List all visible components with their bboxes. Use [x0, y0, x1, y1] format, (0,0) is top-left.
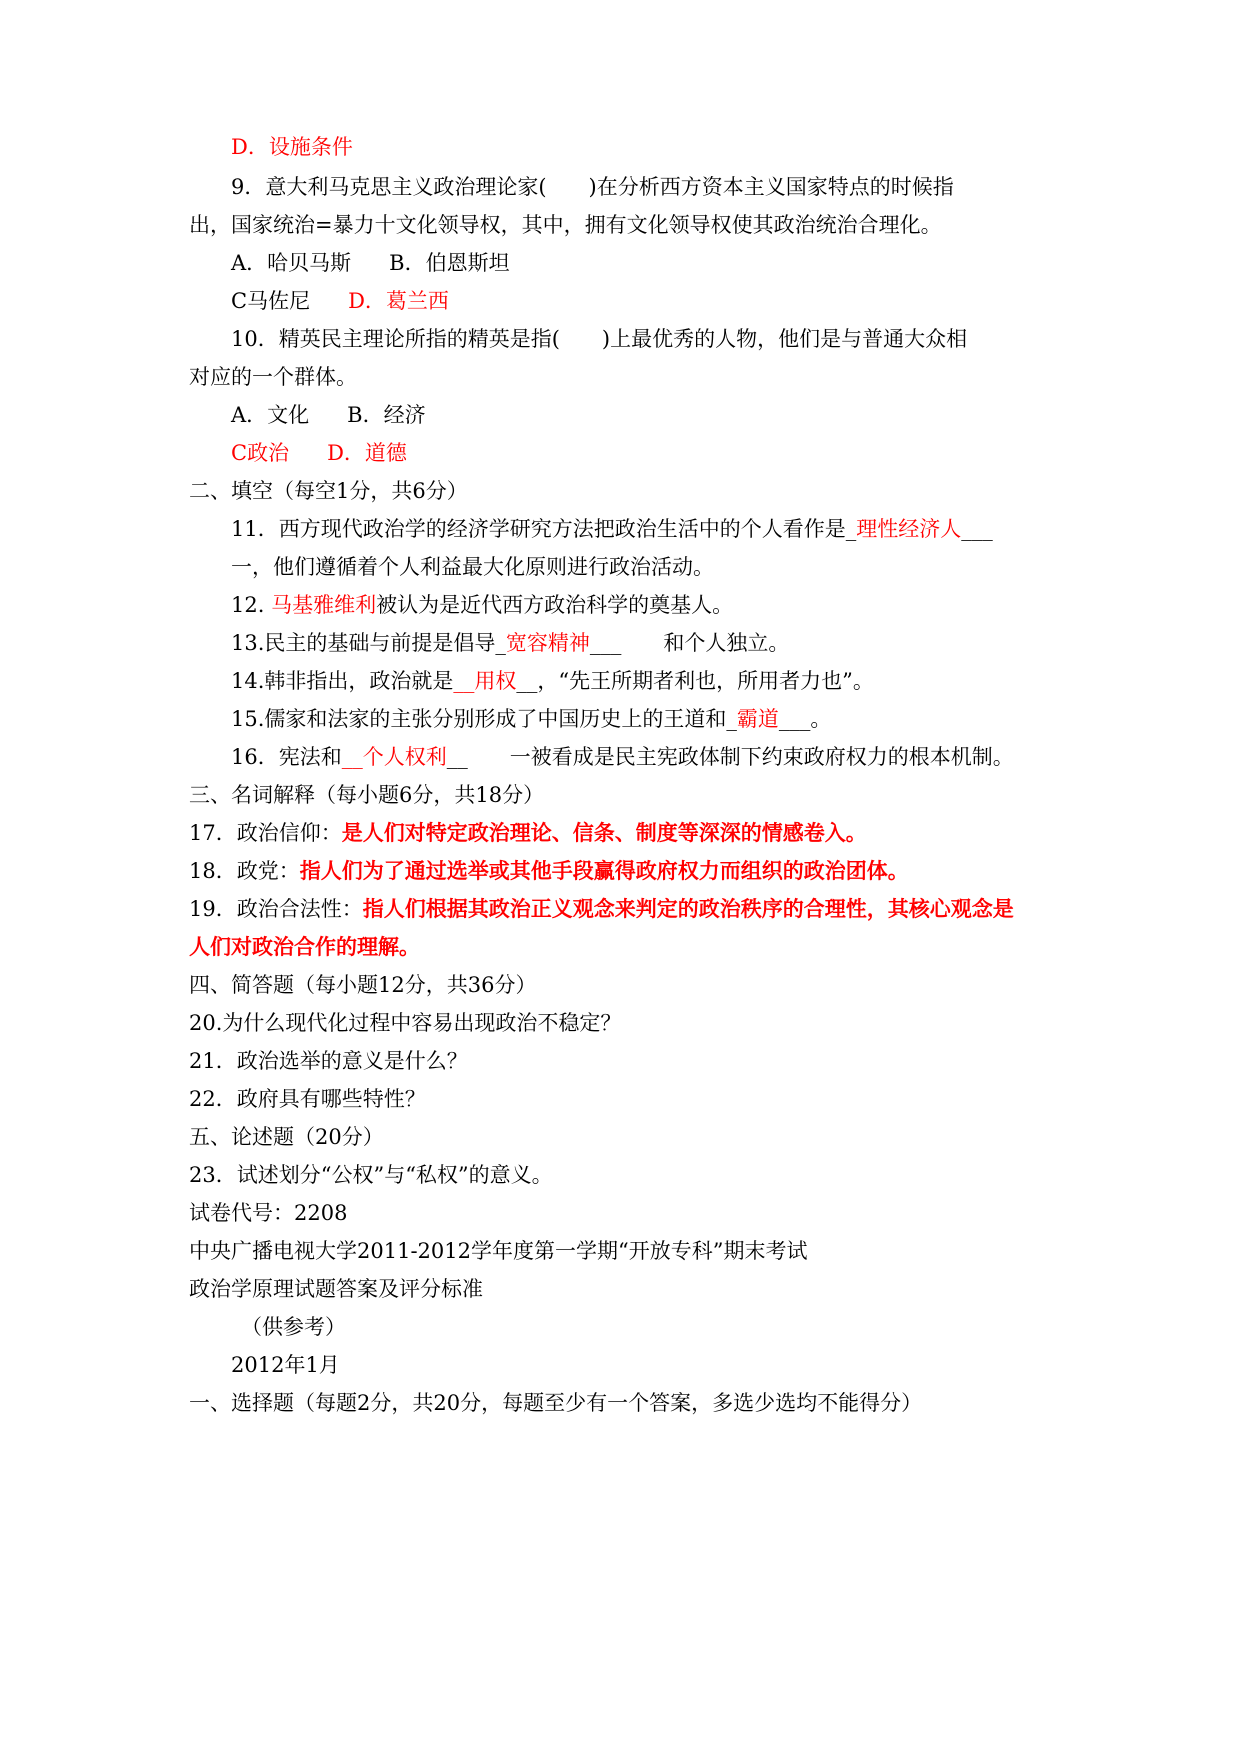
section-2-heading: 二、填空（每空1分，共6分） [189, 479, 468, 503]
q12-number: 12. [231, 593, 272, 617]
q9-option-a: A．哈贝马斯 [231, 251, 352, 275]
q10-option-a: A．文化 [231, 403, 310, 427]
q10-option-d: D．道德 [327, 441, 407, 465]
section-5-heading: 五、论述题（20分） [189, 1125, 384, 1149]
section-4-heading: 四、简答题（每小题12分，共36分） [189, 973, 537, 997]
q10-stem: 10．精英民主理论所指的精英是指( )上最优秀的人物，他们是与普通大众相 [231, 327, 968, 351]
q22-line: 22．政府具有哪些特性？ [189, 1087, 426, 1111]
q16-line [231, 742, 1014, 772]
q8-option-d: D．设施条件 [231, 135, 353, 159]
q15-answer: 霸道 [736, 707, 779, 731]
q16-text: 16．宪法和 [231, 745, 342, 769]
q9-option-d: D．葛兰西 [348, 289, 449, 313]
q17-line [189, 818, 867, 848]
q12-line [231, 590, 733, 620]
q19-answer-cont: 人们对政治合作的理解。 [189, 934, 420, 959]
q10-option-c: C政治 [231, 441, 290, 465]
q9-option-c: C马佐尼 [231, 289, 311, 313]
q19-term: 19．政治合法性： [189, 897, 363, 921]
section-1-heading: 一、选择题（每题2分，共20分，每题至少有一个答案，多选少选均不能得分） [189, 1391, 923, 1415]
exam-date: 2012年1月 [231, 1353, 340, 1377]
q16-text-end: __ 一被看成是民主宪政体制下约束政府权力的根本机制。 [446, 745, 1014, 769]
q14-text: 14.韩非指出，政治就是 [231, 669, 454, 693]
reference-note: （供参考） [241, 1315, 346, 1339]
answer-key-title: 政治学原理试题答案及评分标准 [189, 1277, 483, 1301]
q13-text-end: ___ 和个人独立。 [589, 631, 790, 655]
q10-options-ab [231, 400, 426, 430]
q9-stem-cont: 出，国家统治=暴力十文化领导权，其中，拥有文化领导权使其政治统治合理化。 [189, 213, 942, 237]
q14-line [231, 666, 874, 696]
q14-answer: __用权 [453, 669, 517, 693]
q11-answer: 理性经济人 [856, 517, 962, 541]
q21-line: 21．政治选举的意义是什么？ [189, 1049, 468, 1073]
q9-stem: 9．意大利马克思主义政治理论家( )在分析西方资本主义国家特点的时候指 [231, 175, 954, 199]
q9-options-ab [231, 248, 510, 278]
q10-option-b: B．经济 [347, 403, 426, 427]
q11-text: 11．西方现代政治学的经济学研究方法把政治生活中的个人看作是_ [231, 517, 857, 541]
school-exam-title: 中央广播电视大学2011-2012学年度第一学期“开放专科”期末考试 [189, 1239, 808, 1263]
q20-line: 20.为什么现代化过程中容易出现政治不稳定？ [189, 1011, 622, 1035]
q12-text: 被认为是近代西方政治科学的奠基人。 [376, 593, 734, 617]
q15-text: 15.儒家和法家的主张分别形成了中国历史上的王道和_ [231, 707, 737, 731]
q19-line [189, 894, 1014, 924]
q9-options-cd [231, 286, 449, 316]
q13-answer: 宽容精神 [505, 631, 590, 655]
q18-term: 18．政党： [189, 859, 300, 883]
q18-answer: 指人们为了通过选举或其他手段赢得政府权力而组织的政治团体。 [299, 858, 909, 883]
q23-line: 23．试述划分“公权”与“私权”的意义。 [189, 1163, 553, 1187]
q17-term: 17．政治信仰： [189, 821, 342, 845]
q17-answer: 是人们对特定政治理论、信条、制度等深深的情感卷入。 [341, 820, 867, 845]
section-3-heading: 三、名词解释（每小题6分，共18分） [189, 783, 545, 807]
q18-line [189, 856, 909, 886]
q13-text: 13.民主的基础与前提是倡导_ [231, 631, 506, 655]
q10-stem-cont: 对应的一个群体。 [189, 365, 357, 389]
q19-answer: 指人们根据其政治正义观念来判定的政治秩序的合理性，其核心观念是 [362, 896, 1014, 921]
q11-line [231, 514, 993, 544]
q16-answer: __个人权利 [341, 745, 447, 769]
q9-option-b: B．伯恩斯坦 [389, 251, 510, 275]
q15-line [231, 704, 831, 734]
q13-line [231, 628, 789, 658]
q11-blank: ___ [961, 517, 993, 541]
q10-options-cd [231, 438, 407, 468]
q15-text-end: ___。 [778, 707, 832, 731]
q12-answer: 马基雅维利 [271, 593, 377, 617]
exam-code: 试卷代号：2208 [189, 1201, 348, 1225]
q11-line-cont: 一，他们遵循着个人利益最大化原则进行政治活动。 [231, 555, 714, 579]
q14-text-end: __，“先王所期者利也，所用者力也”。 [516, 669, 874, 693]
